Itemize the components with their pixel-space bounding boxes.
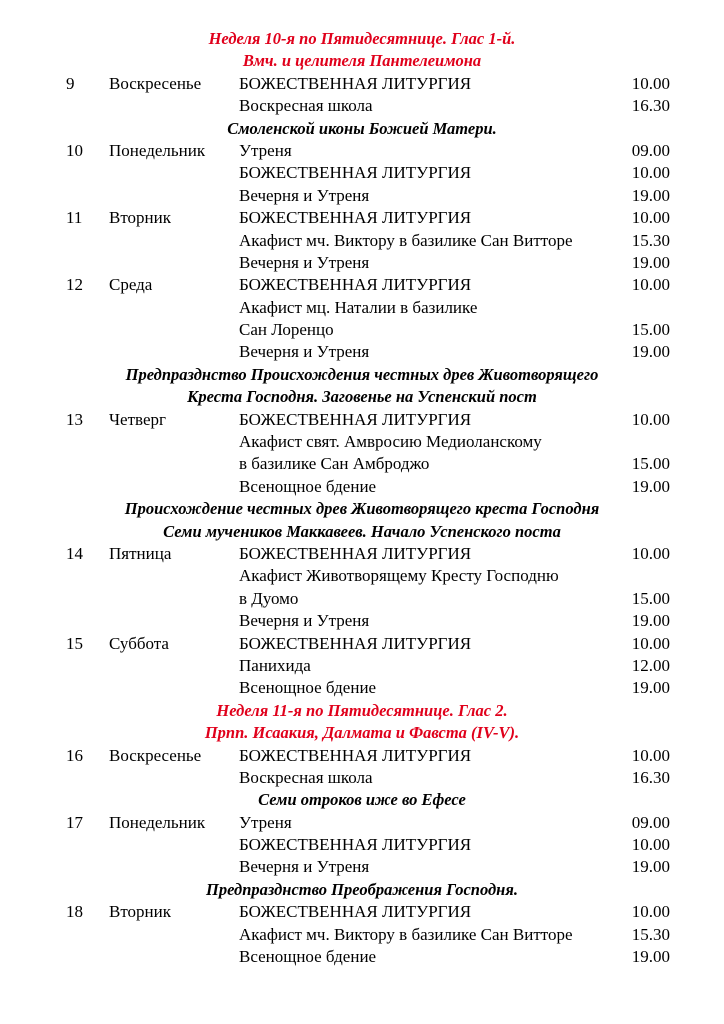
feast-heading: Креста Господня. Заговенье на Успенский пост [187, 387, 537, 407]
service-time: 10.00 [631, 745, 670, 765]
schedule-row [0, 565, 724, 587]
schedule-row [0, 901, 724, 923]
service-name: Акафист мч. Виктору в базилике Сан Витторе [239, 230, 573, 250]
weekday-label: Понедельник [109, 812, 206, 832]
schedule-row [0, 73, 724, 95]
schedule-document [0, 28, 724, 968]
service-name: БОЖЕСТВЕННАЯ ЛИТУРГИЯ [239, 409, 472, 429]
service-name: БОЖЕСТВЕННАЯ ЛИТУРГИЯ [239, 73, 472, 93]
service-name: Воскресная школа [239, 96, 373, 116]
service-name: Вечерня и Утреня [239, 857, 370, 877]
service-name: Акафист мч. Виктору в базилике Сан Витторе [239, 924, 573, 944]
day-number: 9 [66, 73, 75, 93]
day-number: 10 [66, 140, 83, 160]
day-number: 18 [66, 902, 83, 922]
service-time: 19.00 [631, 342, 670, 362]
day-number: 16 [66, 745, 83, 765]
schedule-row [0, 745, 724, 767]
schedule-row [0, 588, 724, 610]
weekday-label: Воскресенье [109, 73, 202, 93]
schedule-row [0, 95, 724, 117]
feast-heading: Прпп. Исаакия, Далмата и Фавста (IV-V). [204, 723, 520, 743]
schedule-row [0, 274, 724, 296]
service-name: Утреня [239, 140, 292, 160]
service-time: 19.00 [631, 611, 670, 631]
service-name: Всенощное бдение [239, 476, 377, 496]
service-time: 10.00 [631, 835, 670, 855]
schedule-row [0, 185, 724, 207]
schedule-row [0, 856, 724, 878]
feast-heading: Происхождение честных древ Животворящего креста Господня [124, 499, 600, 519]
weekday-label: Пятница [109, 543, 172, 563]
service-time: 09.00 [631, 140, 670, 160]
service-time: 19.00 [631, 947, 670, 967]
service-time: 10.00 [631, 902, 670, 922]
service-time: 10.00 [631, 163, 670, 183]
day-number: 11 [66, 208, 83, 228]
feast-heading: Предпразднство Происхождения честных древ Животворящего [125, 364, 599, 384]
schedule-row [0, 252, 724, 274]
weekday-label: Вторник [109, 902, 171, 922]
service-time: 10.00 [631, 208, 670, 228]
weekday-label: Среда [109, 275, 153, 295]
schedule-row [0, 341, 724, 363]
service-name: Акафист мц. Наталии в базилике [239, 297, 478, 317]
schedule-row [0, 453, 724, 475]
service-time: 15.30 [631, 924, 670, 944]
service-time: 19.00 [631, 252, 670, 272]
service-name: БОЖЕСТВЕННАЯ ЛИТУРГИЯ [239, 745, 472, 765]
service-name: Сан Лоренцо [239, 320, 334, 340]
weekday-label: Понедельник [109, 140, 206, 160]
service-name: БОЖЕСТВЕННАЯ ЛИТУРГИЯ [239, 163, 472, 183]
day-number: 14 [66, 543, 83, 563]
service-name: в базилике Сан Амброджо [239, 454, 430, 474]
weekday-label: Воскресенье [109, 745, 202, 765]
feast-heading: Семи отроков иже во Ефесе [258, 790, 466, 810]
service-name: Всенощное бдение [239, 947, 377, 967]
service-time: 19.00 [631, 476, 670, 496]
service-name: Вечерня и Утреня [239, 185, 370, 205]
schedule-row [0, 297, 724, 319]
schedule-row [0, 230, 724, 252]
weekday-label: Вторник [109, 208, 171, 228]
schedule-row [0, 140, 724, 162]
service-time: 15.00 [631, 588, 670, 608]
schedule-row [0, 431, 724, 453]
feast-heading: Неделя 11-я по Пятидесятнице. Глас 2. [216, 700, 508, 720]
schedule-row [0, 162, 724, 184]
feast-heading: Неделя 10-я по Пятидесятнице. Глас 1-й. [208, 29, 516, 48]
service-time: 15.00 [631, 454, 670, 474]
service-time: 10.00 [631, 73, 670, 93]
service-time: 15.00 [631, 320, 670, 340]
schedule-row [0, 610, 724, 632]
service-name: Вечерня и Утреня [239, 342, 370, 362]
service-time: 16.30 [631, 767, 670, 787]
day-number: 13 [66, 409, 83, 429]
schedule-row [0, 207, 724, 229]
schedule-row [0, 677, 724, 699]
day-number: 12 [66, 275, 83, 295]
service-name: БОЖЕСТВЕННАЯ ЛИТУРГИЯ [239, 835, 472, 855]
service-name: БОЖЕСТВЕННАЯ ЛИТУРГИЯ [239, 543, 472, 563]
service-time: 10.00 [631, 409, 670, 429]
service-name: Воскресная школа [239, 767, 373, 787]
schedule-row [0, 409, 724, 431]
service-time: 10.00 [631, 633, 670, 653]
schedule-row [0, 476, 724, 498]
service-name: Акафист свят. Амвросию Медиоланскому [239, 432, 542, 452]
feast-heading: Смоленской иконы Божией Матери. [227, 118, 497, 138]
service-name: Утреня [239, 812, 292, 832]
feast-heading: Предпразднство Преображения Господня. [206, 879, 518, 899]
service-time: 16.30 [631, 96, 670, 116]
service-time: 12.00 [631, 655, 670, 675]
schedule-row [0, 924, 724, 946]
service-name: БОЖЕСТВЕННАЯ ЛИТУРГИЯ [239, 902, 472, 922]
schedule-row [0, 655, 724, 677]
schedule-row [0, 812, 724, 834]
service-name: БОЖЕСТВЕННАЯ ЛИТУРГИЯ [239, 275, 472, 295]
schedule-row [0, 319, 724, 341]
feast-heading: Семи мучеников Маккавеев. Начало Успенского поста [163, 521, 561, 541]
service-name: Акафист Животворящему Кресту Господню [239, 566, 559, 586]
schedule-row [0, 543, 724, 565]
service-time: 10.00 [631, 543, 670, 563]
service-time: 19.00 [631, 185, 670, 205]
service-time: 19.00 [631, 678, 670, 698]
day-number: 17 [66, 812, 83, 832]
schedule-row [0, 834, 724, 856]
service-time: 09.00 [631, 812, 670, 832]
service-name: Вечерня и Утреня [239, 252, 370, 272]
service-name: БОЖЕСТВЕННАЯ ЛИТУРГИЯ [239, 208, 472, 228]
day-number: 15 [66, 633, 83, 653]
schedule-row [0, 633, 724, 655]
service-name: БОЖЕСТВЕННАЯ ЛИТУРГИЯ [239, 633, 472, 653]
service-name: в Дуомо [239, 588, 299, 608]
schedule-row [0, 767, 724, 789]
weekday-label: Четверг [109, 409, 166, 429]
service-time: 10.00 [631, 275, 670, 295]
service-name: Вечерня и Утреня [239, 611, 370, 631]
feast-heading: Вмч. и целителя Пантелеимона [242, 51, 482, 71]
service-name: Панихида [239, 655, 311, 675]
service-time: 15.30 [631, 230, 670, 250]
weekday-label: Суббота [109, 633, 169, 653]
service-time: 19.00 [631, 857, 670, 877]
service-name: Всенощное бдение [239, 678, 377, 698]
schedule-row [0, 946, 724, 968]
